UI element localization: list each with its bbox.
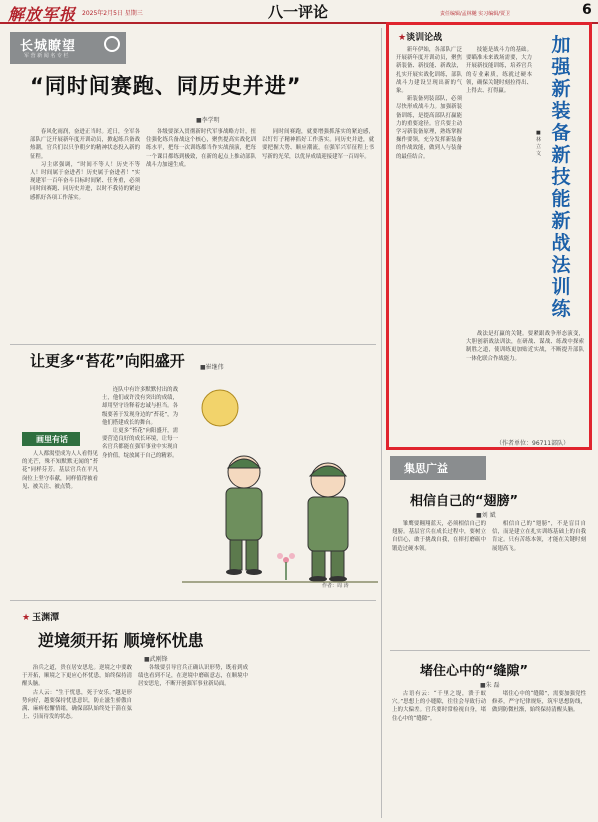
sketch-column-tag <box>22 432 80 446</box>
paragraph: 古语有云：“千里之堤，溃于蚁穴。”思想上的小缝隙，往往会导致行动上的大偏差。官兵要时常检视自身，堵住心中的“缝隙”。 <box>392 691 486 722</box>
paragraph: 战法是打赢的关键。要紧跟战争形态演变，大胆创新战法训法，在研战、谋战、练战中探索制胜之道，使训练更加贴近实战，不断提升部队一体化联合作战能力。 <box>466 331 584 362</box>
paragraph: 堵住心中的“缝隙”，需要加强党性修养，严守纪律规矩，筑牢思想防线，做到防微杜渐，始终保持清醒头脑。 <box>492 691 586 714</box>
paragraph: 连队中有许多默默付出的战士，他们或许没有突出的成绩，却用坚守诠释着忠诚与担当。各级要善于发现身边的“苔花”，为他们搭建成长的舞台。 <box>102 387 178 426</box>
collection-story1-byline: ■刘 斌 <box>476 512 496 519</box>
section-title: 八一评论 <box>268 3 329 21</box>
main-article-col-3 <box>262 128 374 358</box>
featured-byline: ■林立文 <box>536 130 542 157</box>
bottom-story-col-2 <box>138 664 248 814</box>
paragraph: 习主席强调，“时间不等人！历史不等人！时间属于奋进者！历史属于奋进者！”实现建军一百年奋斗目标时间紧、任务重，必须同时间赛跑、同历史并进，以时不我待的紧迫感抓好各项工作落实。 <box>30 161 140 201</box>
collection-story1-col-1 <box>392 520 486 640</box>
dateline: 2025年2月5日 星期三 <box>82 10 143 17</box>
paragraph: 让更多“苔花”向阳盛开，需要营造良好的成长环境，让每一名官兵都能在强军事业中实现自身价值，绽放属于自己的精彩。 <box>102 428 178 459</box>
featured-column-tag <box>398 30 442 43</box>
main-byline: ■李学明 <box>196 117 220 124</box>
paragraph: 各级要引导官兵正确认识形势，既看到成绩也看到不足，在逆境中磨砺意志，在顺境中居安思危，不断开创强军事业新局面。 <box>138 665 248 688</box>
paragraph: 古人云：“生于忧患，死于安乐。”越是形势向好，越要保持忧患意识，防止滋生骄傲自满、麻痹松懈情绪，确保部队始终处于箭在弦上、引而待发的状态。 <box>22 689 132 721</box>
collection-banner <box>390 456 486 480</box>
featured-article-col-3 <box>466 330 584 430</box>
horizontal-rule <box>10 600 376 601</box>
editors-line: 责任编辑/孟林樾 实习编辑/贾卫 <box>440 11 510 17</box>
paragraph: 相信自己的“翅膀”，不是盲目自信，而是建立在扎实训练基础上的自我肯定。只有苦练本领，才能在关键时刻展翅高飞。 <box>492 521 586 552</box>
featured-footer: （作者单位：96711部队） <box>496 440 570 447</box>
moss-flower-icon <box>277 553 295 580</box>
column-banner-name: 长城瞭望 <box>20 39 77 54</box>
soldier-right-figure <box>308 463 348 582</box>
collection-banner-name: 集思广益 <box>404 462 448 475</box>
paragraph: 同时间赛跑，就要增强抓落实的紧迫感，以钉钉子精神抓好工作落实。同历史并进，就要把握大势、顺应潮流，在强军兴军征程上书写新的光荣，以优异成绩迎接建军一百周年。 <box>262 129 374 160</box>
collection-story2-headline: 堵住心中的“缝隙” <box>420 664 529 679</box>
cartoon-credit: 作者：周 涛 <box>322 583 349 589</box>
cartoon-story-byline: ■崔继伟 <box>200 364 224 371</box>
horizontal-rule <box>10 344 376 345</box>
main-headline: “同时间赛跑、同历史并进” <box>30 74 302 98</box>
paragraph: 技能是战斗力的基础。要瞄准未来战场需要，大力开展新技能训练，培养官兵的专业素质，练就过硬本领，确保关键时刻拉得出、上得去、打得赢。 <box>466 47 532 95</box>
bottom-column-label: 玉渊潭 <box>32 613 60 623</box>
column-rule <box>381 28 382 818</box>
main-article-col-2 <box>146 128 256 358</box>
soldier-left-figure <box>226 456 262 575</box>
horizontal-rule <box>390 650 590 651</box>
banner-ornament-icon <box>104 36 120 52</box>
star-icon: ★ <box>22 613 31 623</box>
collection-story2-col-1 <box>392 690 486 816</box>
page-number: 6 <box>582 2 592 18</box>
featured-column-label: 谈训论战 <box>406 33 443 43</box>
paragraph: 春风化雨润，奋进正当时。近日，全军各部队广泛开展新年度开训动员，掀起练兵备战热潮，官兵们以只争朝夕的精神状态投入新的征程。 <box>30 129 140 160</box>
masthead <box>0 0 598 24</box>
featured-article-col-1 <box>396 46 462 436</box>
paragraph: 人人都渴望成为人人看得见的光芒，殊不知默默无闻的“苔花”同样芬芳。基层官兵在平凡岗位上坚守奉献，同样值得被看见、被关注、被点赞。 <box>22 451 98 490</box>
collection-story1-col-2 <box>492 520 586 640</box>
paragraph: 新装备列装部队，必须尽快形成战斗力。加强新装备训练，是提高部队打赢能力的重要途径。官兵要主动学习新装备原理，熟练掌握操作要领，充分发挥新装备的作战效能，做到人与装备的最佳结合。 <box>396 96 462 160</box>
featured-headline: 加强新装备新技能新战法训练 <box>551 34 571 320</box>
star-icon: ★ <box>398 33 407 43</box>
bottom-story-col-1 <box>22 664 132 814</box>
paragraph: 各级要深入贯彻新时代军事战略方针，扭住强化练兵备战这个核心，聚焦提高实战化训练水平，把每一次训练都当作实战预演，把每一个课目都练到极致，在新的起点上推动部队战斗力加速生成。 <box>146 129 256 168</box>
cartoon-story-col-1 <box>22 450 98 598</box>
collection-story2-byline: ■朱 磊 <box>480 682 500 689</box>
bottom-column-tag <box>22 610 59 624</box>
cartoon-story-col-2 <box>102 386 178 598</box>
paragraph: 治兵之道，贵在居安思危。逆境之中要敢于开拓，顺境之下更应心怀忧患，始终保持清醒头脑。 <box>22 665 132 688</box>
bottom-story-headline: 逆境须开拓 顺境怀忧患 <box>38 631 204 650</box>
column-banner-subtitle: 军 营 新 闻 名 专 栏 <box>24 53 69 59</box>
bottom-story-byline: ■武刚锋 <box>144 656 168 663</box>
sun-icon <box>202 390 238 426</box>
sketch-column-label: 画里有话 <box>36 435 68 444</box>
main-article-col-1 <box>30 128 140 358</box>
paper-name: 解放军报 <box>8 5 77 24</box>
cartoon-illustration <box>182 380 378 590</box>
cartoon-story-headline: 让更多“苔花”向阳盛开 <box>30 352 185 370</box>
column-banner <box>10 32 126 64</box>
collection-story1-headline: 相信自己的“翅膀” <box>410 494 519 509</box>
collection-story2-col-2 <box>492 690 586 816</box>
paragraph: 雏鹰要翱翔蓝天，必须相信自己的翅膀。基层官兵在成长过程中，要树立自信心，敢于挑战自我，在摔打磨砺中锻造过硬本领。 <box>392 521 486 552</box>
paragraph: 新年伊始，各部队广泛开展新年度开训动员，聚焦新装备、新技能、新战法，扎实开展实战化训练，部队战斗力建设呈现出新的气象。 <box>396 47 462 95</box>
